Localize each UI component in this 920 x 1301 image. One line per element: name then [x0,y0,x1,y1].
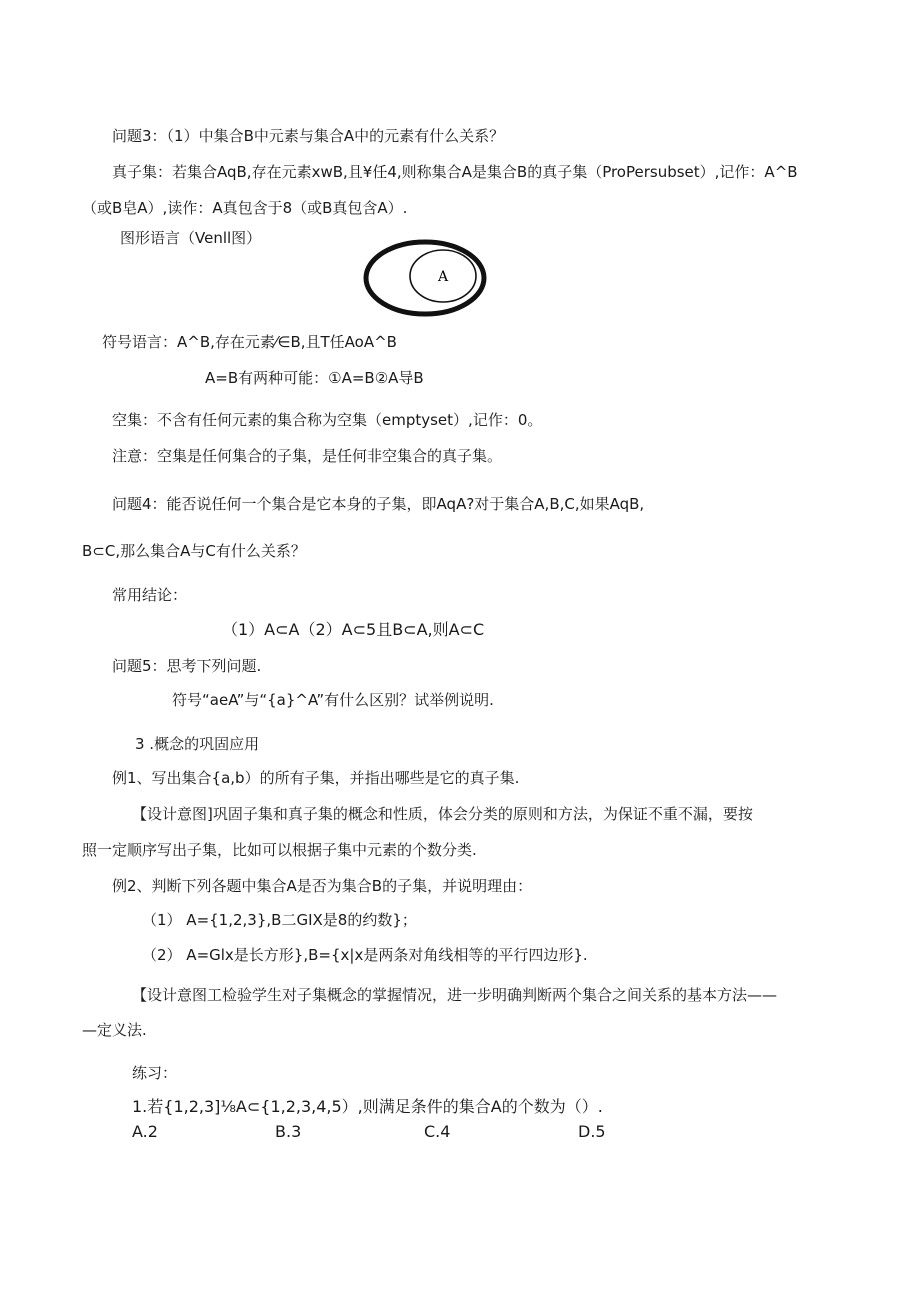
line-example-2: 例2、判断下列各题中集合A是否为集合B的子集，并说明理由： [112,877,533,895]
line-q3: 问题3：（1）中集合B中元素与集合A中的元素有什么关系？ [112,127,505,145]
line-q4-cont: B⊂C,那么集合A与C有什么关系？ [82,542,306,560]
line-proper-subset-read: （或B皂A）,读作：A真包含于8（或B真包含A）. [82,199,408,217]
line-practice-title: 练习： [132,1064,178,1082]
line-note: 注意：空集是任何集合的子集，是任何非空集合的真子集。 [112,447,503,465]
line-practice-1: 1.若{1,2,3]⅛A⊂{1,2,3,4,5）,则满足条件的集合A的个数为（）. [132,1097,603,1116]
line-example-2-item-1: （1） A={1,2,3},B二GIX是8的约数}； [142,911,417,929]
line-conclusion: （1）A⊂A（2）A⊂5且B⊂A,则A⊂C [222,620,485,639]
option-c: C.4 [424,1122,451,1141]
line-venn-label: 图形语言（Venll图） [120,229,262,247]
option-d: D.5 [578,1122,606,1141]
line-example-2-item-2: （2） A=Glx是长方形},B={x|x是两条对角线相等的平行四边形}. [142,946,588,964]
line-design-intent-2-cont: —定义法. [82,1021,147,1039]
line-q5: 问题5：思考下列问题. [112,657,262,675]
line-design-intent-2: 【设计意图工检验学生对子集概念的掌握情况，进一步明确判断两个集合之间关系的基本方法—— [132,986,778,1004]
option-b: B.3 [275,1122,302,1141]
line-example-1: 例1、写出集合{a,b）的所有子集，并指出哪些是它的真子集. [112,769,520,787]
line-symbol-lang: 符号语言：A^B,存在元素⁄∈B,且T任AoA^B [102,333,397,351]
line-proper-subset-def: 真子集：若集合AqB,存在元素xwB,且¥任4,则称集合A是集合B的真子集（ProPersubset）,记作：A^B [112,163,798,181]
venn-diagram [362,237,492,319]
line-section-3: 3 .概念的巩固应用 [135,735,260,753]
inner-set-label: A [437,269,449,285]
line-symbol-question: 符号“aeA”与“{a}^A”有什么区别？试举例说明. [172,691,494,709]
line-conclusion-title: 常用结论： [112,586,188,604]
outer-set-ellipse [366,242,484,314]
option-a: A.2 [132,1122,158,1141]
line-design-intent-1: 【设计意图]巩固子集和真子集的概念和性质，体会分类的原则和方法，为保证不重不漏，要按 [132,805,753,823]
line-design-intent-1-cont: 照一定顺序写出子集，比如可以根据子集中元素的个数分类. [82,841,477,859]
line-q4: 问题4：能否说任何一个集合是它本身的子集，即AqA?对于集合A,B,C,如果AqB, [112,495,645,513]
line-empty-set: 空集：不含有任何元素的集合称为空集（emptyset）,记作：0。 [112,411,543,429]
line-two-cases: A=B有两种可能：①A=B②A导B [205,369,424,387]
